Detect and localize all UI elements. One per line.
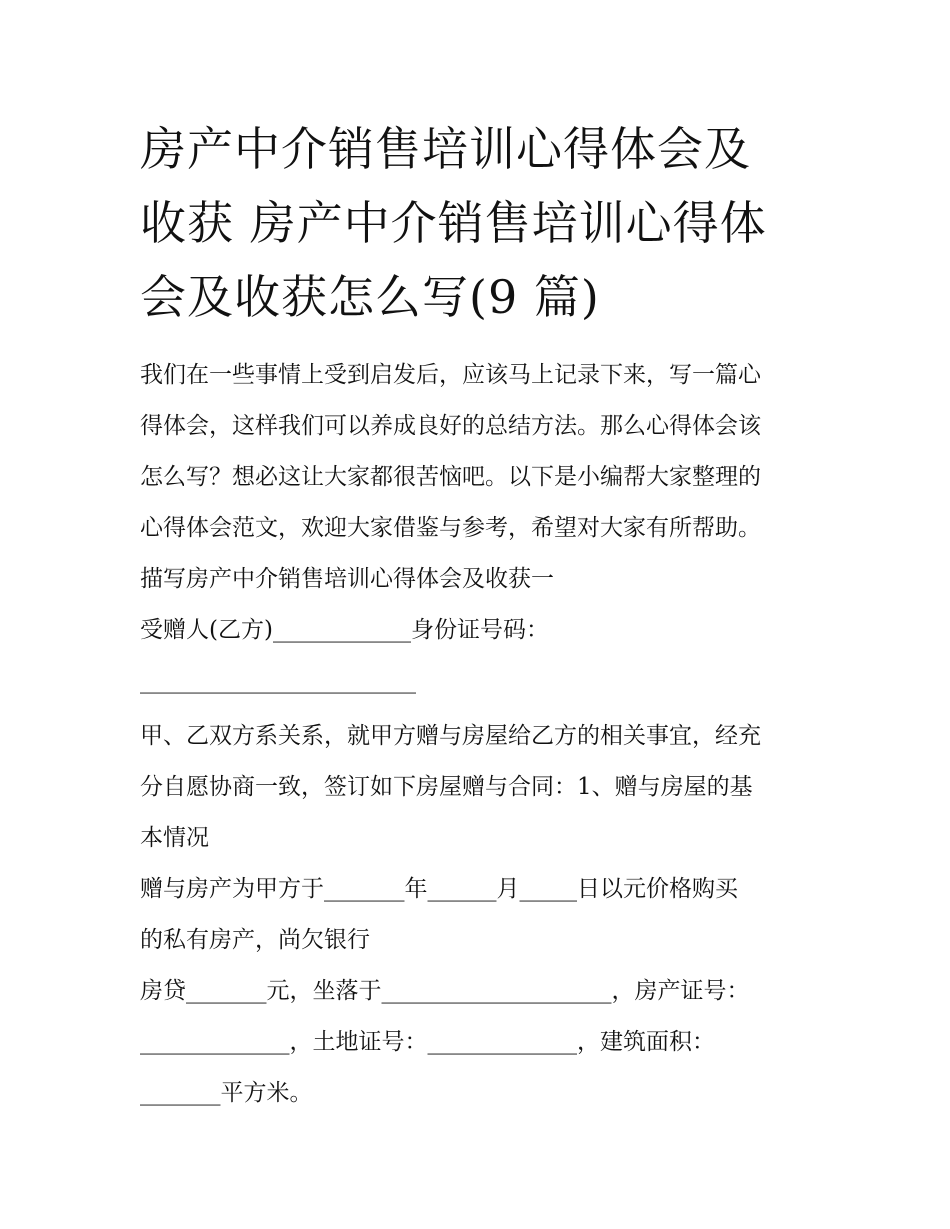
title-line: 房产中介销售培训心得体会及 [140, 122, 751, 176]
document-page [140, 112, 820, 1119]
document-title [140, 112, 820, 334]
agreement-paragraph [140, 711, 820, 864]
title-line: 收获 房产中介销售培训心得体 [140, 196, 767, 250]
property-line: 房贷_______元，坐落于____________________，房产证号： [140, 978, 750, 1004]
intro-line: 得体会，这样我们可以养成良好的总结方法。那么心得体会该 [140, 413, 761, 439]
intro-line: 心得体会范文，欢迎大家借鉴与参考，希望对大家有所帮助。 [140, 515, 761, 541]
section-heading-text: 描写房产中介销售培训心得体会及收获一 [140, 566, 554, 592]
recipient-line: 受赠人(乙方)____________身份证号码： [140, 617, 549, 643]
agreement-line: 分自愿协商一致，签订如下房屋赠与合同：1、赠与房屋的基 [140, 774, 753, 800]
property-line: _____________，土地证号：_____________，建筑面积： [140, 1029, 715, 1055]
intro-line: 我们在一些事情上受到启发后，应该马上记录下来，写一篇心 [140, 362, 761, 388]
recipient-blank: ________________________ [140, 668, 416, 694]
property-line: 的私有房产，尚欠银行 [140, 927, 370, 953]
recipient-block [140, 605, 820, 707]
intro-paragraph [140, 350, 820, 554]
agreement-line: 本情况 [140, 825, 209, 851]
property-paragraph [140, 864, 820, 1119]
agreement-line: 甲、乙双方系关系，就甲方赠与房屋给乙方的相关事宜，经充 [140, 723, 761, 749]
section-heading [140, 554, 820, 605]
intro-line: 怎么写？想必这让大家都很苦恼吧。以下是小编帮大家整理的 [140, 464, 761, 490]
property-line: 赠与房产为甲方于_______年______月_____日以元价格购买 [140, 876, 738, 902]
title-line: 会及收获怎么写(9 篇) [140, 270, 600, 324]
property-line: _______平方米。 [140, 1080, 313, 1106]
